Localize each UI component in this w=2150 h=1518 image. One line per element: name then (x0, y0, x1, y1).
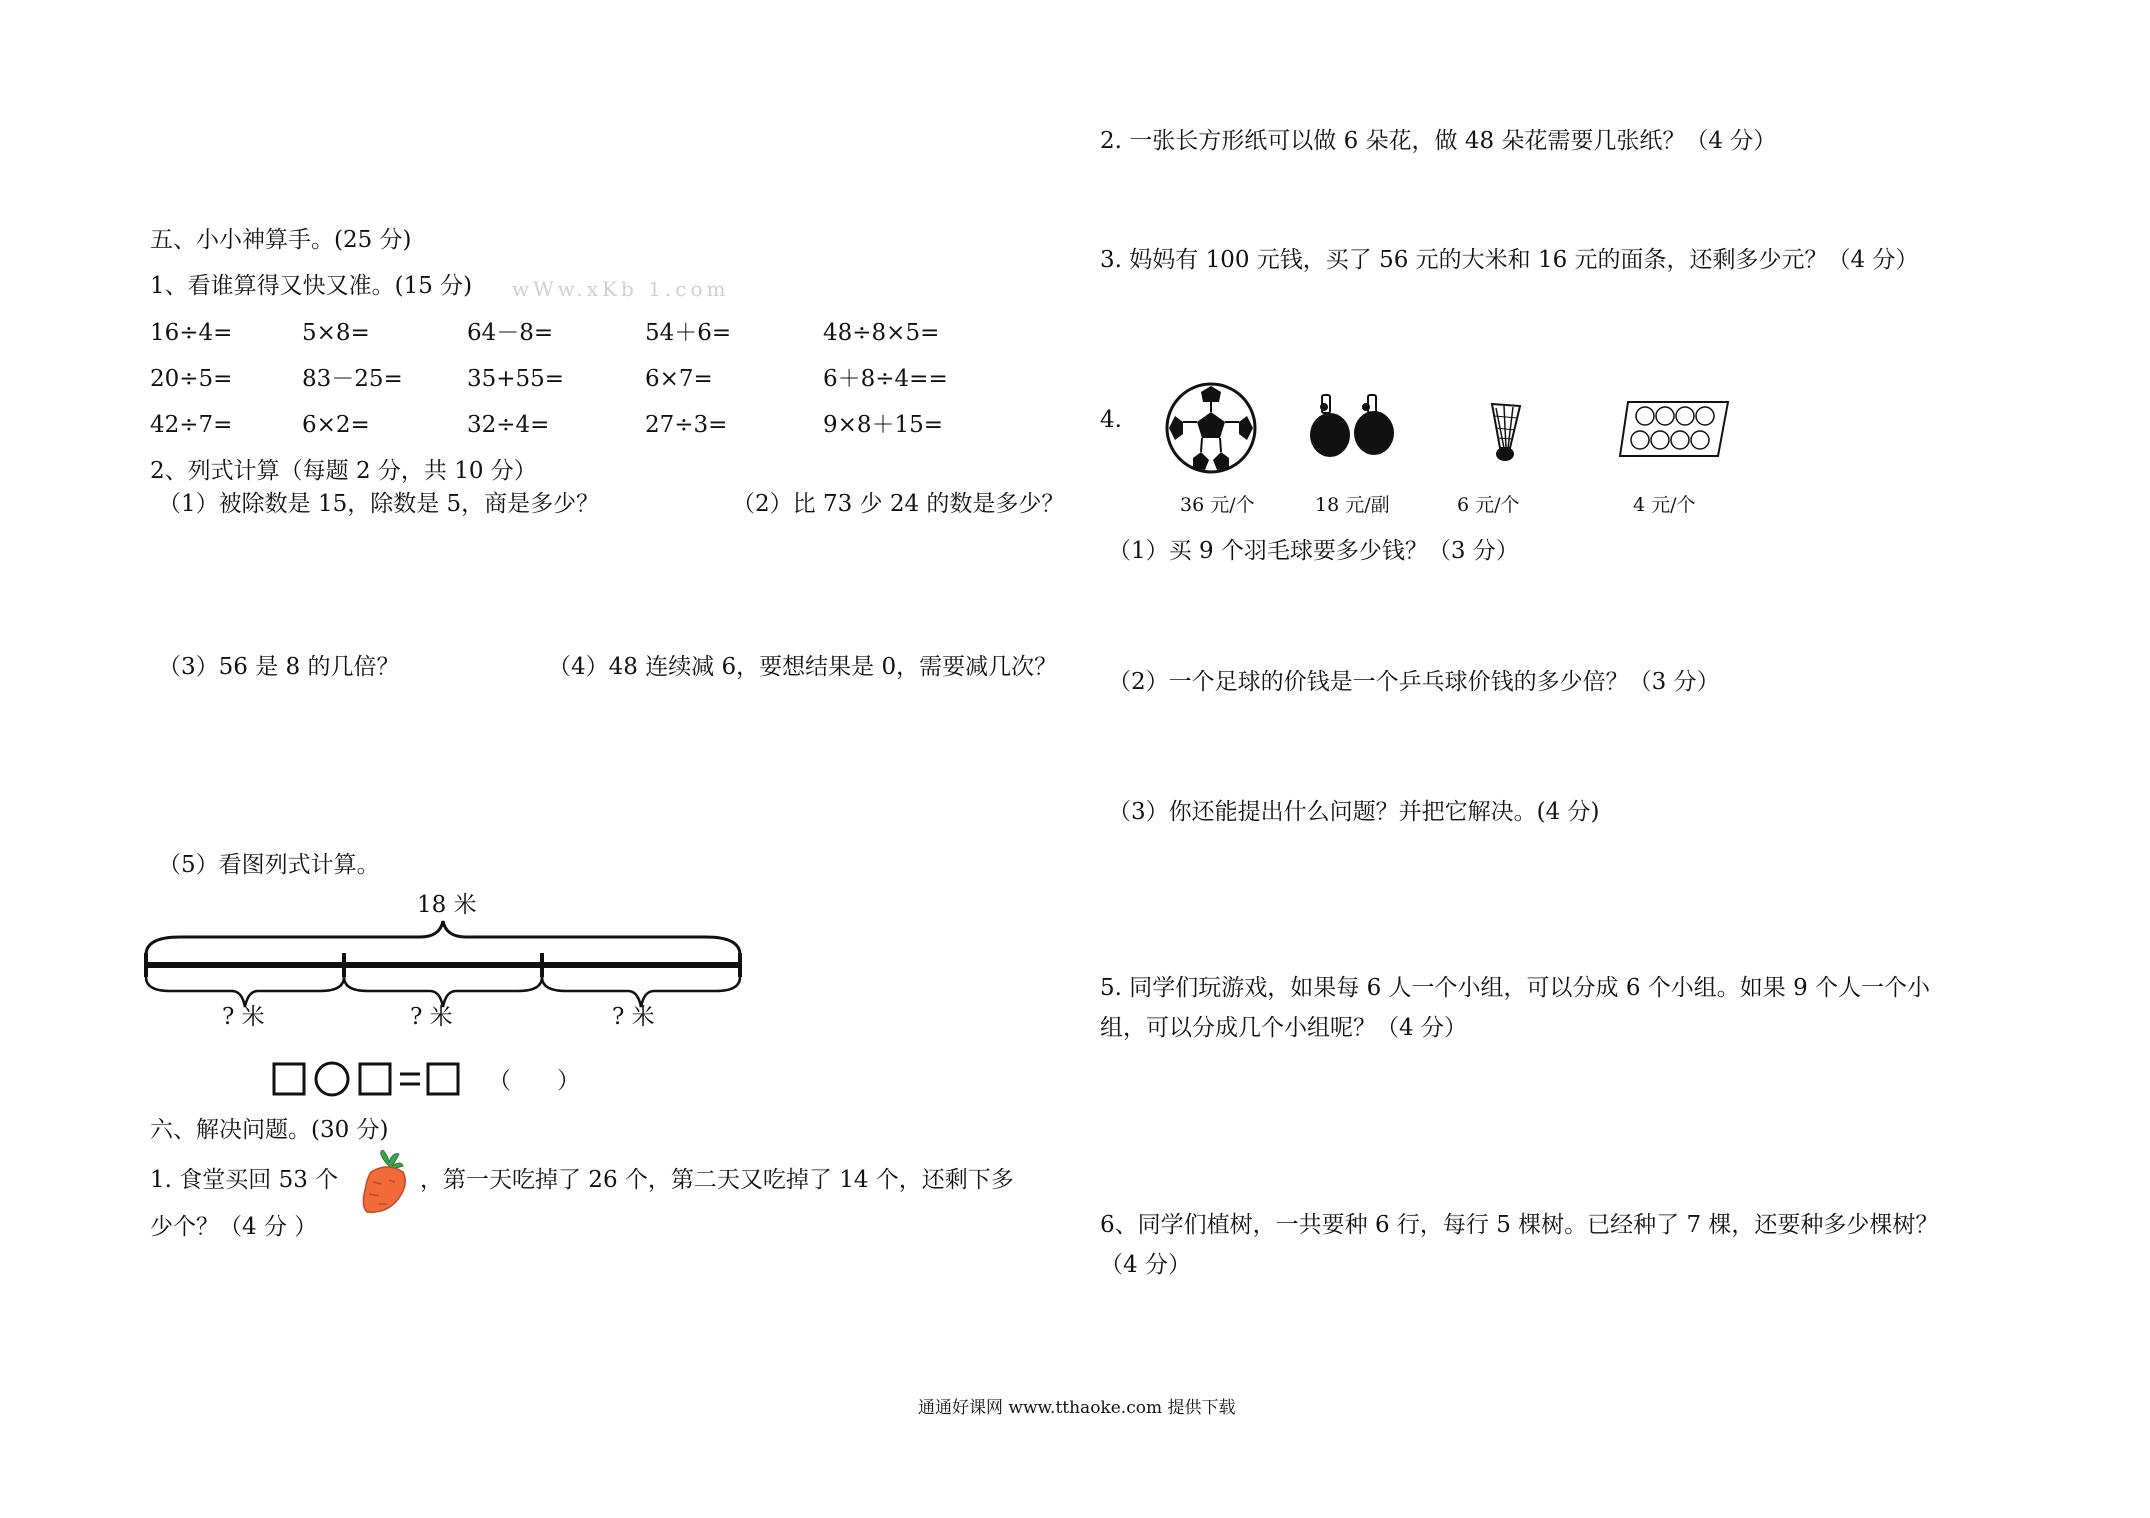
arith-row (150, 310, 1023, 356)
arith-item: 6＋8÷4== (823, 366, 948, 392)
q1-title: 1、看谁算得又快又准。(15 分) (150, 273, 473, 299)
part-label: ? 米 (222, 1004, 265, 1030)
answer-box (274, 1064, 304, 1094)
problem4-2: （2）一个足球的价钱是一个乒乓球价钱的多少倍？（3 分） (1108, 669, 1720, 695)
arith-item: 42÷7= (150, 412, 233, 438)
shuttlecock-icon (1480, 402, 1530, 464)
problem4-number: 4. (1100, 407, 1122, 433)
q2-1: （1）被除数是 15，除数是 5，商是多少？ (158, 491, 600, 517)
arith-item: 27÷3= (645, 412, 728, 438)
arith-item: 6×2= (302, 412, 370, 438)
q2-4: （4）48 连续减 6，要想结果是 0，需要减几次？ (548, 654, 1058, 680)
part-label: ? 米 (612, 1004, 655, 1030)
operator-circle (316, 1063, 348, 1095)
problem4-1: （1）买 9 个羽毛球要多少钱？（3 分） (1108, 538, 1519, 564)
problem1-line1b: ，第一天吃掉了 26 个，第二天又吃掉了 14 个，还剩下多 (420, 1167, 1014, 1193)
top-brace (146, 921, 740, 955)
q2-3: （3）56 是 8 的几倍？ (158, 654, 400, 680)
arith-item: 54＋6= (645, 320, 732, 346)
arith-item: 20÷5= (150, 366, 233, 392)
answer-template (272, 1058, 472, 1102)
soccer-ball-icon (1163, 380, 1259, 476)
problem6-line1: 6、同学们植树，一共要种 6 行，每行 5 棵树。已经种了 7 棵，还要种多少棵树？ (1100, 1212, 1939, 1238)
answer-box (360, 1064, 390, 1094)
arith-item: 5×8= (302, 320, 370, 346)
egg-carton-icon (1618, 398, 1730, 460)
arith-item: 16÷4= (150, 320, 233, 346)
arith-item: 64－8= (467, 320, 554, 346)
footer-credit: 通通好课网 www.tthaoke.com 提供下载 (918, 1398, 1236, 1418)
arith-item: 9×8＋15= (823, 412, 944, 438)
q2-5: （5）看图列式计算。 (158, 852, 380, 878)
diagram-total-label: 18 米 (417, 892, 477, 918)
price-label: 4 元/个 (1633, 494, 1696, 516)
arith-item: 6×7= (645, 366, 713, 392)
arith-item: 48÷8×5= (823, 320, 940, 346)
problem3: 3. 妈妈有 100 元钱，买了 56 元的大米和 16 元的面条，还剩多少元？（4 分） (1100, 247, 1919, 273)
problem1-line2: 少个？（4 分 ） (150, 1214, 318, 1240)
problem4-3: （3）你还能提出什么问题？并把它解决。(4 分) (1108, 799, 1600, 825)
answer-unit-paren: （ ） (488, 1068, 580, 1094)
problem5-line2: 组，可以分成几个小组呢？（4 分） (1100, 1015, 1467, 1041)
problem6-line2: （4 分） (1100, 1252, 1191, 1278)
arith-item: 35+55= (467, 366, 565, 392)
problem5-line1: 5. 同学们玩游戏，如果每 6 人一个小组，可以分成 6 个小组。如果 9 个人一个小 (1100, 975, 1931, 1001)
arith-item: 32÷4= (467, 412, 550, 438)
section6-title: 六、解决问题。(30 分) (150, 1117, 389, 1143)
arith-item: 83－25= (302, 366, 403, 392)
part-label: ? 米 (410, 1004, 453, 1030)
q2-2: （2）比 73 少 24 的数是多少？ (732, 491, 1065, 517)
problem2: 2. 一张长方形纸可以做 6 朵花，做 48 朵花需要几张纸？（4 分） (1100, 128, 1777, 154)
arith-row (150, 402, 1023, 448)
carrot-icon (357, 1150, 417, 1216)
price-label: 18 元/副 (1315, 494, 1390, 516)
arith-grid (150, 310, 1023, 448)
q2-title: 2、列式计算（每题 2 分，共 10 分） (150, 458, 537, 484)
ping-pong-paddles-icon (1308, 393, 1398, 463)
arith-row (150, 356, 1023, 402)
problem1-line1a: 1. 食堂买回 53 个 (150, 1167, 339, 1193)
watermark: wWw.xKb 1.com (512, 277, 730, 301)
price-label: 36 元/个 (1180, 494, 1255, 516)
answer-box (428, 1064, 458, 1094)
price-label: 6 元/个 (1457, 494, 1520, 516)
section5-title: 五、小小神算手。(25 分) (150, 227, 412, 253)
